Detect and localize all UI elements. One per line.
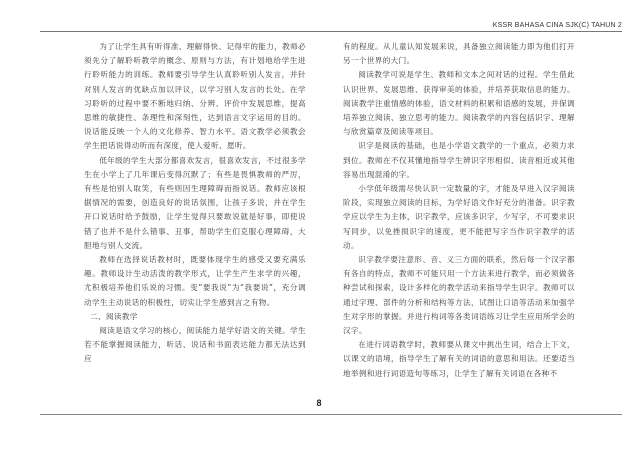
left-column	[84, 40, 306, 367]
header-title: KSSR BAHASA CINA SJK(C) TAHUN 2	[492, 22, 622, 29]
paragraph: 教师在选择说话教材时，既要体现学生的感受又要充满乐趣。教师设计生动活泼的教学形式，让学生产生求学的兴趣，尤积极培养他们乐说的习惯。变“要我说”为“我要说”，充分调动学生主动说话的积极性，切实让学生感到言之有物。	[84, 255, 306, 307]
footer-rule	[40, 414, 622, 415]
paragraph: 小学低年级需尽快认识一定数量的字，才能及早进入汉字阅读阶段，实现独立阅读的目标，为学好语文作好充分的准备。识字教学应以学生为主体，识字教学，应该多识字，少写字，不可要求识写同步，以免挫损识字的速度，更不能把写字当作识字教学的活动。	[343, 184, 575, 250]
section-heading: 二、阅读教学	[90, 311, 138, 321]
header-rule	[40, 31, 622, 32]
right-column	[343, 40, 575, 381]
paragraph: 识字教学要注意形、音、义三方面的联系，然后每一个汉字都有各自的特点，教师不可能只用一个方法来进行教学，而必须做各种尝试和探索，设计多样化的教学活动来指导学生识字。教师可以通过字理、部件的分析和结构等方法，试图让口语等活动来加强学生对字形的掌握。并进行构词等各类词语练习让学生应用所学会的汉字。	[343, 255, 575, 336]
page-header	[0, 0, 638, 40]
paragraph: 低年级的学生大部分都喜欢发言，很喜欢发言，不过很多学生在小学上了几年课后变得沉默了；有些是畏惧教师的严厉，有些是怕别人取笑，有些则因生理障碍而指说话。教师应该根据情况的需要，创造良好的说话氛围，让孩子多说，并在学生开口说话时给予鼓励，让学生觉得只要敢说就是好事，即使说错了也并不是什么错事、丑事，帮助学生们克服心理障碍，大胆地与别人交流。	[84, 155, 306, 250]
paragraph: 识字是阅读的基础，也是小学语文教学的一个重点，必须力求到位。教师在不仅其懂地指导学生辨识字形相似、读音相近或其他容易出现混淆的字。	[343, 141, 575, 179]
paragraph: 阅读教学可说是学生、教师和文本之间对话的过程。学生借此认识世界、发展思维、获得审美的体验，并培养获取信息的能力。阅读教学注重情感的体验，语文材料的积累和语感的发展，并保调培养独立阅读、独立思考的能力。阅读教学的内容包括识字、理解与欣赏篇章及阅读等项目。	[343, 70, 575, 137]
page-number: 8	[316, 398, 322, 408]
paragraph: 阅读是语文学习的核心，阅读能力是学好语文的关键。学生若不能掌握阅读能力，听话、说话和书面表达能力都无法达到应	[84, 326, 306, 364]
paragraph: 为了让学生具有听得准、理解得快、记得牢的能力，教师必须先分了解聆听教学的概念、原则与方法，有计划地给学生进行聆听能力的训练。教师要引导学生认真聆听别人发言，并针对别人发言的优缺点加以评议，以学习别人发言的长处。在学习聆听的过程中要不断地归纳、分辨、评价中发展思维，提高思维的敏捷性、条理性和深刻性，达到语言文字运用的目的。说话能反映一个人的文化修养、智力水平。语文教学必须教会学生把话说得动听而有深度，使人爱听、愿听。	[84, 42, 306, 151]
paragraph: 有的程度。从儿童认知发展来说，具备独立阅读能力即为他们打开另一个世界的大门。	[343, 42, 575, 66]
paragraph: 在进行词语教学时，教师要从课文中挑出生词，结合上下文，以课文的语境，指导学生了解有关的词语的意思和用法。还要适当地举例和进行词语造句等练习，让学生了解有关词语在各种不	[343, 340, 575, 378]
